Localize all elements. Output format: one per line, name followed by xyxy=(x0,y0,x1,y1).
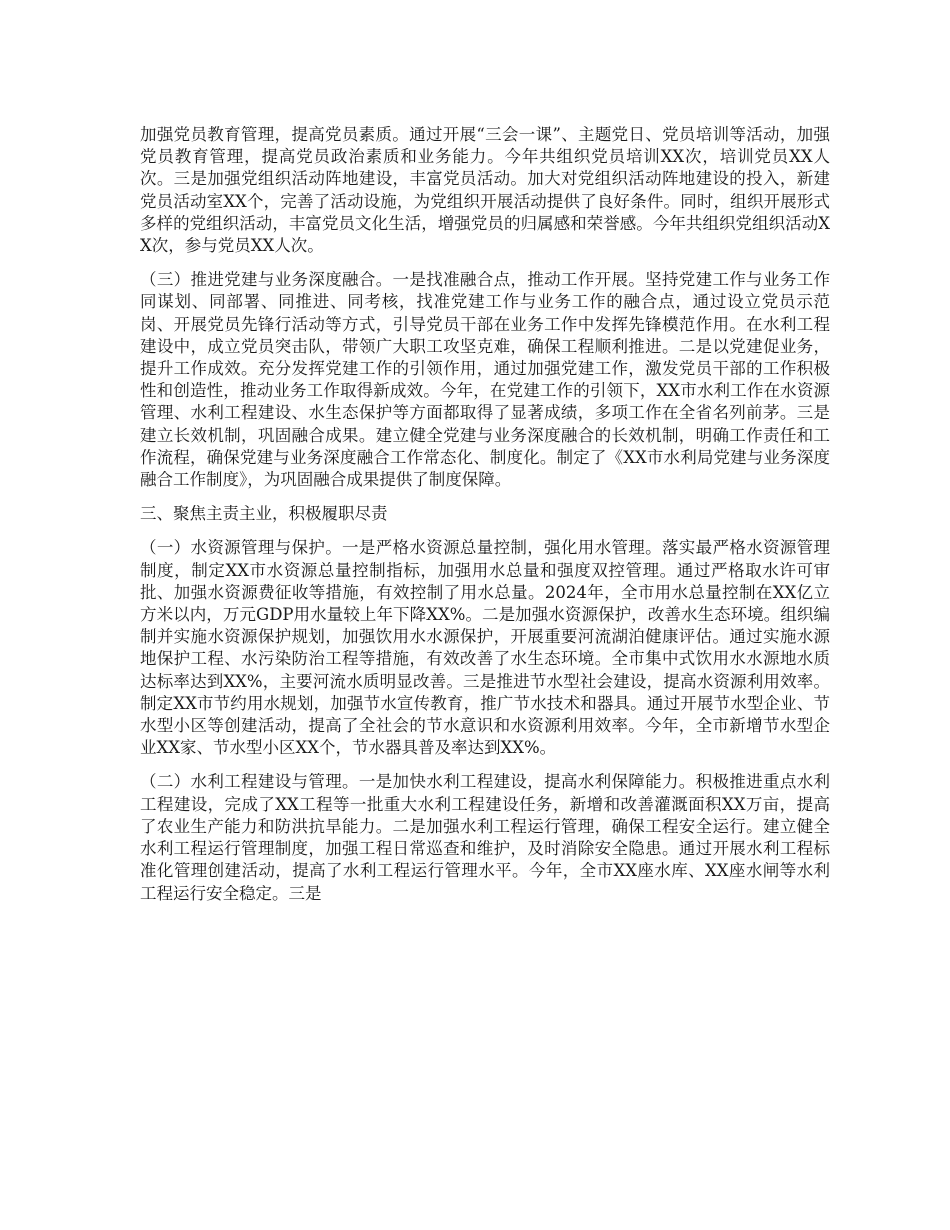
paragraph-party-education: 加强党员教育管理，提高党员素质。通过开展“三会一课”、主题党日、党员培训等活动，加强党员教育管理，提高党员政治素质和业务能力。今年共组织党员培训XX次，培训党员XX人次。三是加强党组织活动阵地建设，丰富党员活动。加大对党组织活动阵地建设的投入，新建党员活动室XX个，完善了活动设施，为党组织开展活动提供了良好条件。同时，组织开展形式多样的党组织活动，丰富党员文化生活，增强党员的归属感和荣誉感。今年共组织党组织活动XX次，参与党员XX人次。 xyxy=(140,125,830,256)
paragraph-water-resources: （一）水资源管理与保护。一是严格水资源总量控制，强化用水管理。落实最严格水资源管理制度，制定XX市水资源总量控制指标，加强用水总量和强度双控管理。通过严格取水许可审批、加强水资源费征收等措施，有效控制了用水总量。2024年，全市用水总量控制在XX亿立方米以内，万元GDP用水量较上年下降XX%。二是加强水资源保护，改善水生态环境。组织编制并实施水资源保护规划，加强饮用水水源保护，开展重要河流湖泊健康评估。通过实施水源地保护工程、水污染防治工程等措施，有效改善了水生态环境。全市集中式饮用水水源地水质达标率达到XX%，主要河流水质明显改善。三是推进节水型社会建设，提高水资源利用效率。制定XX市节约用水规划，加强节水宣传教育，推广节水技术和器具。通过开展节水型企业、节水型小区等创建活动，提高了全社会的节水意识和水资源利用效率。今年，全市新增节水型企业XX家、节水型小区XX个，节水器具普及率达到XX%。 xyxy=(140,538,830,758)
paragraph-party-business-integration: （三）推进党建与业务深度融合。一是找准融合点，推动工作开展。坚持党建工作与业务工作同谋划、同部署、同推进、同考核，找准党建工作与业务工作的融合点，通过设立党员示范岗、开展党员先锋行活动等方式，引导党员干部在业务工作中发挥先锋模范作用。在水利工程建设中，成立党员突击队，带领广大职工攻坚克难，确保工程顺利推进。二是以党建促业务，提升工作成效。充分发挥党建工作的引领作用，通过加强党建工作，激发党员干部的工作积极性和创造性，推动业务工作取得新成效。今年，在党建工作的引领下，XX市水利工作在水资源管理、水利工程建设、水生态保护等方面都取得了显著成绩，多项工作在全省名列前茅。三是建立长效机制，巩固融合成果。建立健全党建与业务深度融合的长效机制，明确工作责任和工作流程，确保党建与业务深度融合工作常态化、制度化。制定了《XX市水利局党建与业务深度融合工作制度》，为巩固融合成果提供了制度保障。 xyxy=(140,270,830,490)
document-body xyxy=(140,124,830,917)
paragraph-water-projects: （二）水利工程建设与管理。一是加快水利工程建设，提高水利保障能力。积极推进重点水利工程建设，完成了XX工程等一批重大水利工程建设任务，新增和改善灌溉面积XX万亩，提高了农业生产能力和防洪抗旱能力。二是加强水利工程运行管理，确保工程安全运行。建立健全水利工程运行管理制度，加强工程日常巡查和维护，及时消除安全隐患。通过开展水利工程标准化管理创建活动，提高了水利工程运行管理水平。今年，全市XX座水库、XX座水闸等水利工程运行安全稳定。三是 xyxy=(140,772,830,903)
section-heading: 三、聚焦主责主业，积极履职尽责 xyxy=(140,504,388,524)
